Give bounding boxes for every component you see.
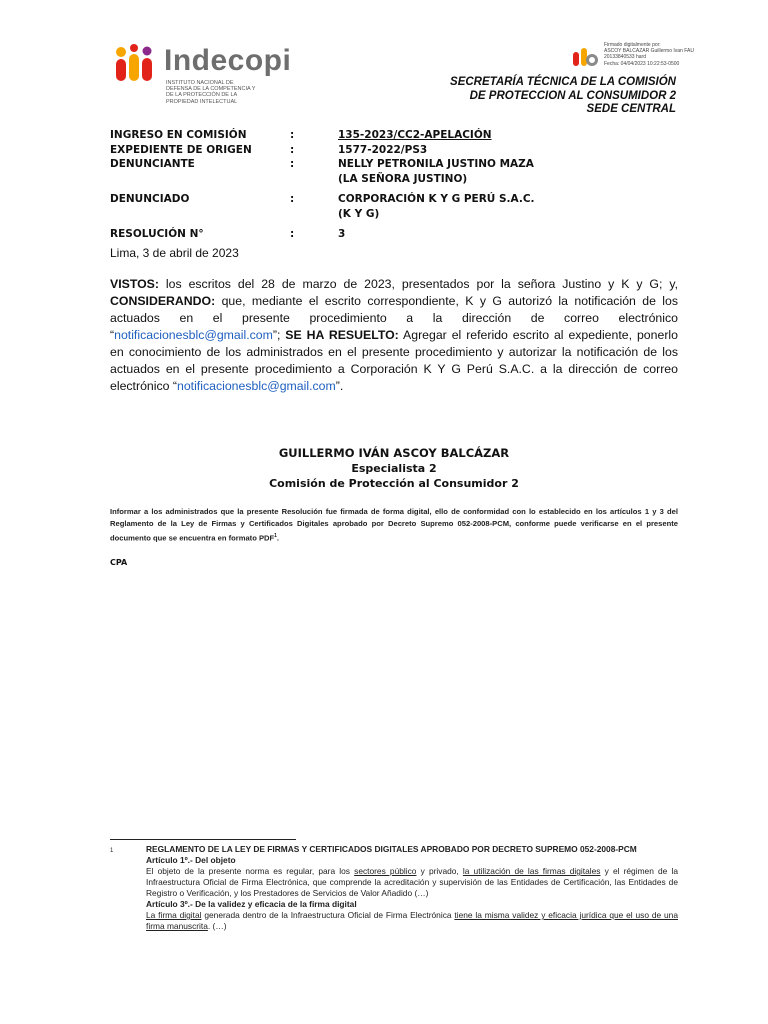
fn-underlined: sectores público [354,866,417,876]
case-value: 3 [338,228,346,240]
header-line-3: SEDE CENTRAL [586,103,676,115]
email-link-1[interactable]: notificacionesblc@gmail.com [114,328,273,342]
signer-role: Especialista 2 [351,462,437,475]
footnote-number: 1 [110,848,114,854]
stamp-line-4: Fecha: 04/04/2023 10:22:53-0500 [604,60,680,67]
case-label: RESOLUCIÓN N° [110,228,204,240]
stamp-text [604,42,714,67]
indecopi-logo-mark-icon [112,44,156,84]
case-colon: : [290,143,295,156]
document-header [450,76,676,117]
case-colon: : [290,193,295,205]
fn-underlined: la utilización de las firmas digitales [462,866,601,876]
case-info [110,128,670,242]
case-value: 135-2023/CC2-APELACIÓN [338,129,492,141]
stamp-logo-icon [572,44,598,68]
fn-text: . (…) [207,921,227,931]
footnote-article-1: Artículo 1º.- Del objeto [146,855,236,865]
fn-text: y el régimen de la Infraestructura Oficial de Firma Electrónica, que comprende la acreditación y supervisión de las Entidades de Certificación, las Entidades de Registro o Verificación, y los Prestadores de Servicios de Valor Añadido (…) [146,866,678,898]
case-label: DENUNCIADO [110,193,190,205]
body-text-1: los escritos del 28 de marzo de 2023, presentados por la señora Justino y K y G; y, [158,277,678,291]
case-row-resolucion [110,227,670,242]
header-line-1: SECRETARÍA TÉCNICA DE LA COMISIÓN [450,76,676,88]
logo-wordmark: Indecopi [164,44,292,77]
case-row-denunciado [110,192,670,207]
resuelto-label: SE HA RESUELTO: [285,328,399,342]
digital-signature-note [110,506,678,545]
considerando-label: CONSIDERANDO: [110,294,216,308]
footnote-article-3: Artículo 3º.- De la validez y eficacia de la firma digital [146,899,357,909]
case-label: DENUNCIANTE [110,158,195,170]
case-row-denunciante [110,157,670,172]
case-value-alias: (LA SEÑORA JUSTINO) [338,172,468,185]
case-row-denunciado-alias [110,207,670,222]
case-row-ingreso [110,128,670,143]
resolution-body [110,276,678,395]
case-colon: : [290,129,295,141]
case-value: CORPORACIÓN K Y G PERÚ S.A.C. [338,193,535,205]
header-line-2: DE PROTECCION AL CONSUMIDOR 2 [469,89,676,102]
footnote-divider [110,839,296,840]
case-label: EXPEDIENTE DE ORIGEN [110,143,252,156]
logo-subtitle: INSTITUTO NACIONAL DE DEFENSA DE LA COMPETENCIA Y DE LA PROTECCIÓN DE LA PROPIEDAD INTELECTUAL [166,80,256,105]
fn-underlined: tiene la misma validez y eficacia jurídica que el uso de una firma manuscrita [146,910,678,931]
fn-underlined: La firma digital [146,910,202,920]
indecopi-logo [112,40,312,110]
digital-signature-stamp [572,42,712,72]
footnote-ref[interactable]: 1 [274,533,277,539]
initials: CPA [110,558,128,567]
stamp-line-2: ASCOY BALCAZAR Guillermo Ivan FAU [604,48,694,55]
document-date: Lima, 3 de abril de 2023 [110,246,239,260]
note-text: Informar a los administrados que la presente Resolución fue firmada de forma digital, ello de conformidad con lo establecido en los artículos 1 y 3 del Reglamento de la Ley de Firmas y Certificados Digitales aprobado por Decreto Supremo 052-2008-PCM, conforme puede verificarse en el presente documento que se encuentra en formato PDF [110,507,678,543]
case-label: INGRESO EN COMISIÓN [110,129,247,141]
fn-text: generada dentro de la Infraestructura Oficial de Firma Electrónica [201,910,455,920]
stamp-line-3: 20133840533 hard [604,54,646,61]
footnote-paragraph-1 [146,866,678,899]
signature-block [110,446,678,491]
body-text-3: ”; [272,328,286,342]
case-value: NELLY PETRONILA JUSTINO MAZA [338,158,534,170]
case-colon: : [290,158,295,170]
body-text-2: que, mediante el escrito correspondiente, K y G autorizó la notificación de los actuados en el presente procedimiento a la dirección de correo electrónico “ [110,294,678,342]
signer-name: GUILLERMO IVÁN ASCOY BALCÁZAR [278,446,510,460]
footnote [110,844,678,932]
stamp-line-1: Firmado digitalmente por: [604,42,661,48]
body-text-4: Agregar el referido escrito al expediente, ponerlo en conocimiento de los administrados en el presente procedimiento y autorizar la notificación de los actuados en el presente procedimiento a Corporación K Y G Perú S.A.C. a la dirección de correo electrónico “ [110,328,678,393]
signer-office: Comisión de Protección al Consumidor 2 [269,477,519,490]
case-colon: : [290,228,295,240]
fn-text: y privado, [416,866,463,876]
footnote-title: REGLAMENTO DE LA LEY DE FIRMAS Y CERTIFICADOS DIGITALES APROBADO POR DECRETO SUPREMO 052-2008-PCM [146,844,637,854]
case-value: 1577-2022/PS3 [338,143,428,156]
footnote-paragraph-2 [146,910,678,932]
fn-text: El objeto de la presente norma es regular, para los [146,866,355,876]
vistos-label: VISTOS: [110,277,159,291]
case-row-expediente [110,143,670,158]
case-value-alias: (K Y G) [338,207,380,220]
case-row-denunciante-alias [110,172,670,187]
note-end: . [276,533,280,543]
body-text-5: ”. [335,379,344,393]
email-link-2[interactable]: notificacionesblc@gmail.com [176,379,336,393]
